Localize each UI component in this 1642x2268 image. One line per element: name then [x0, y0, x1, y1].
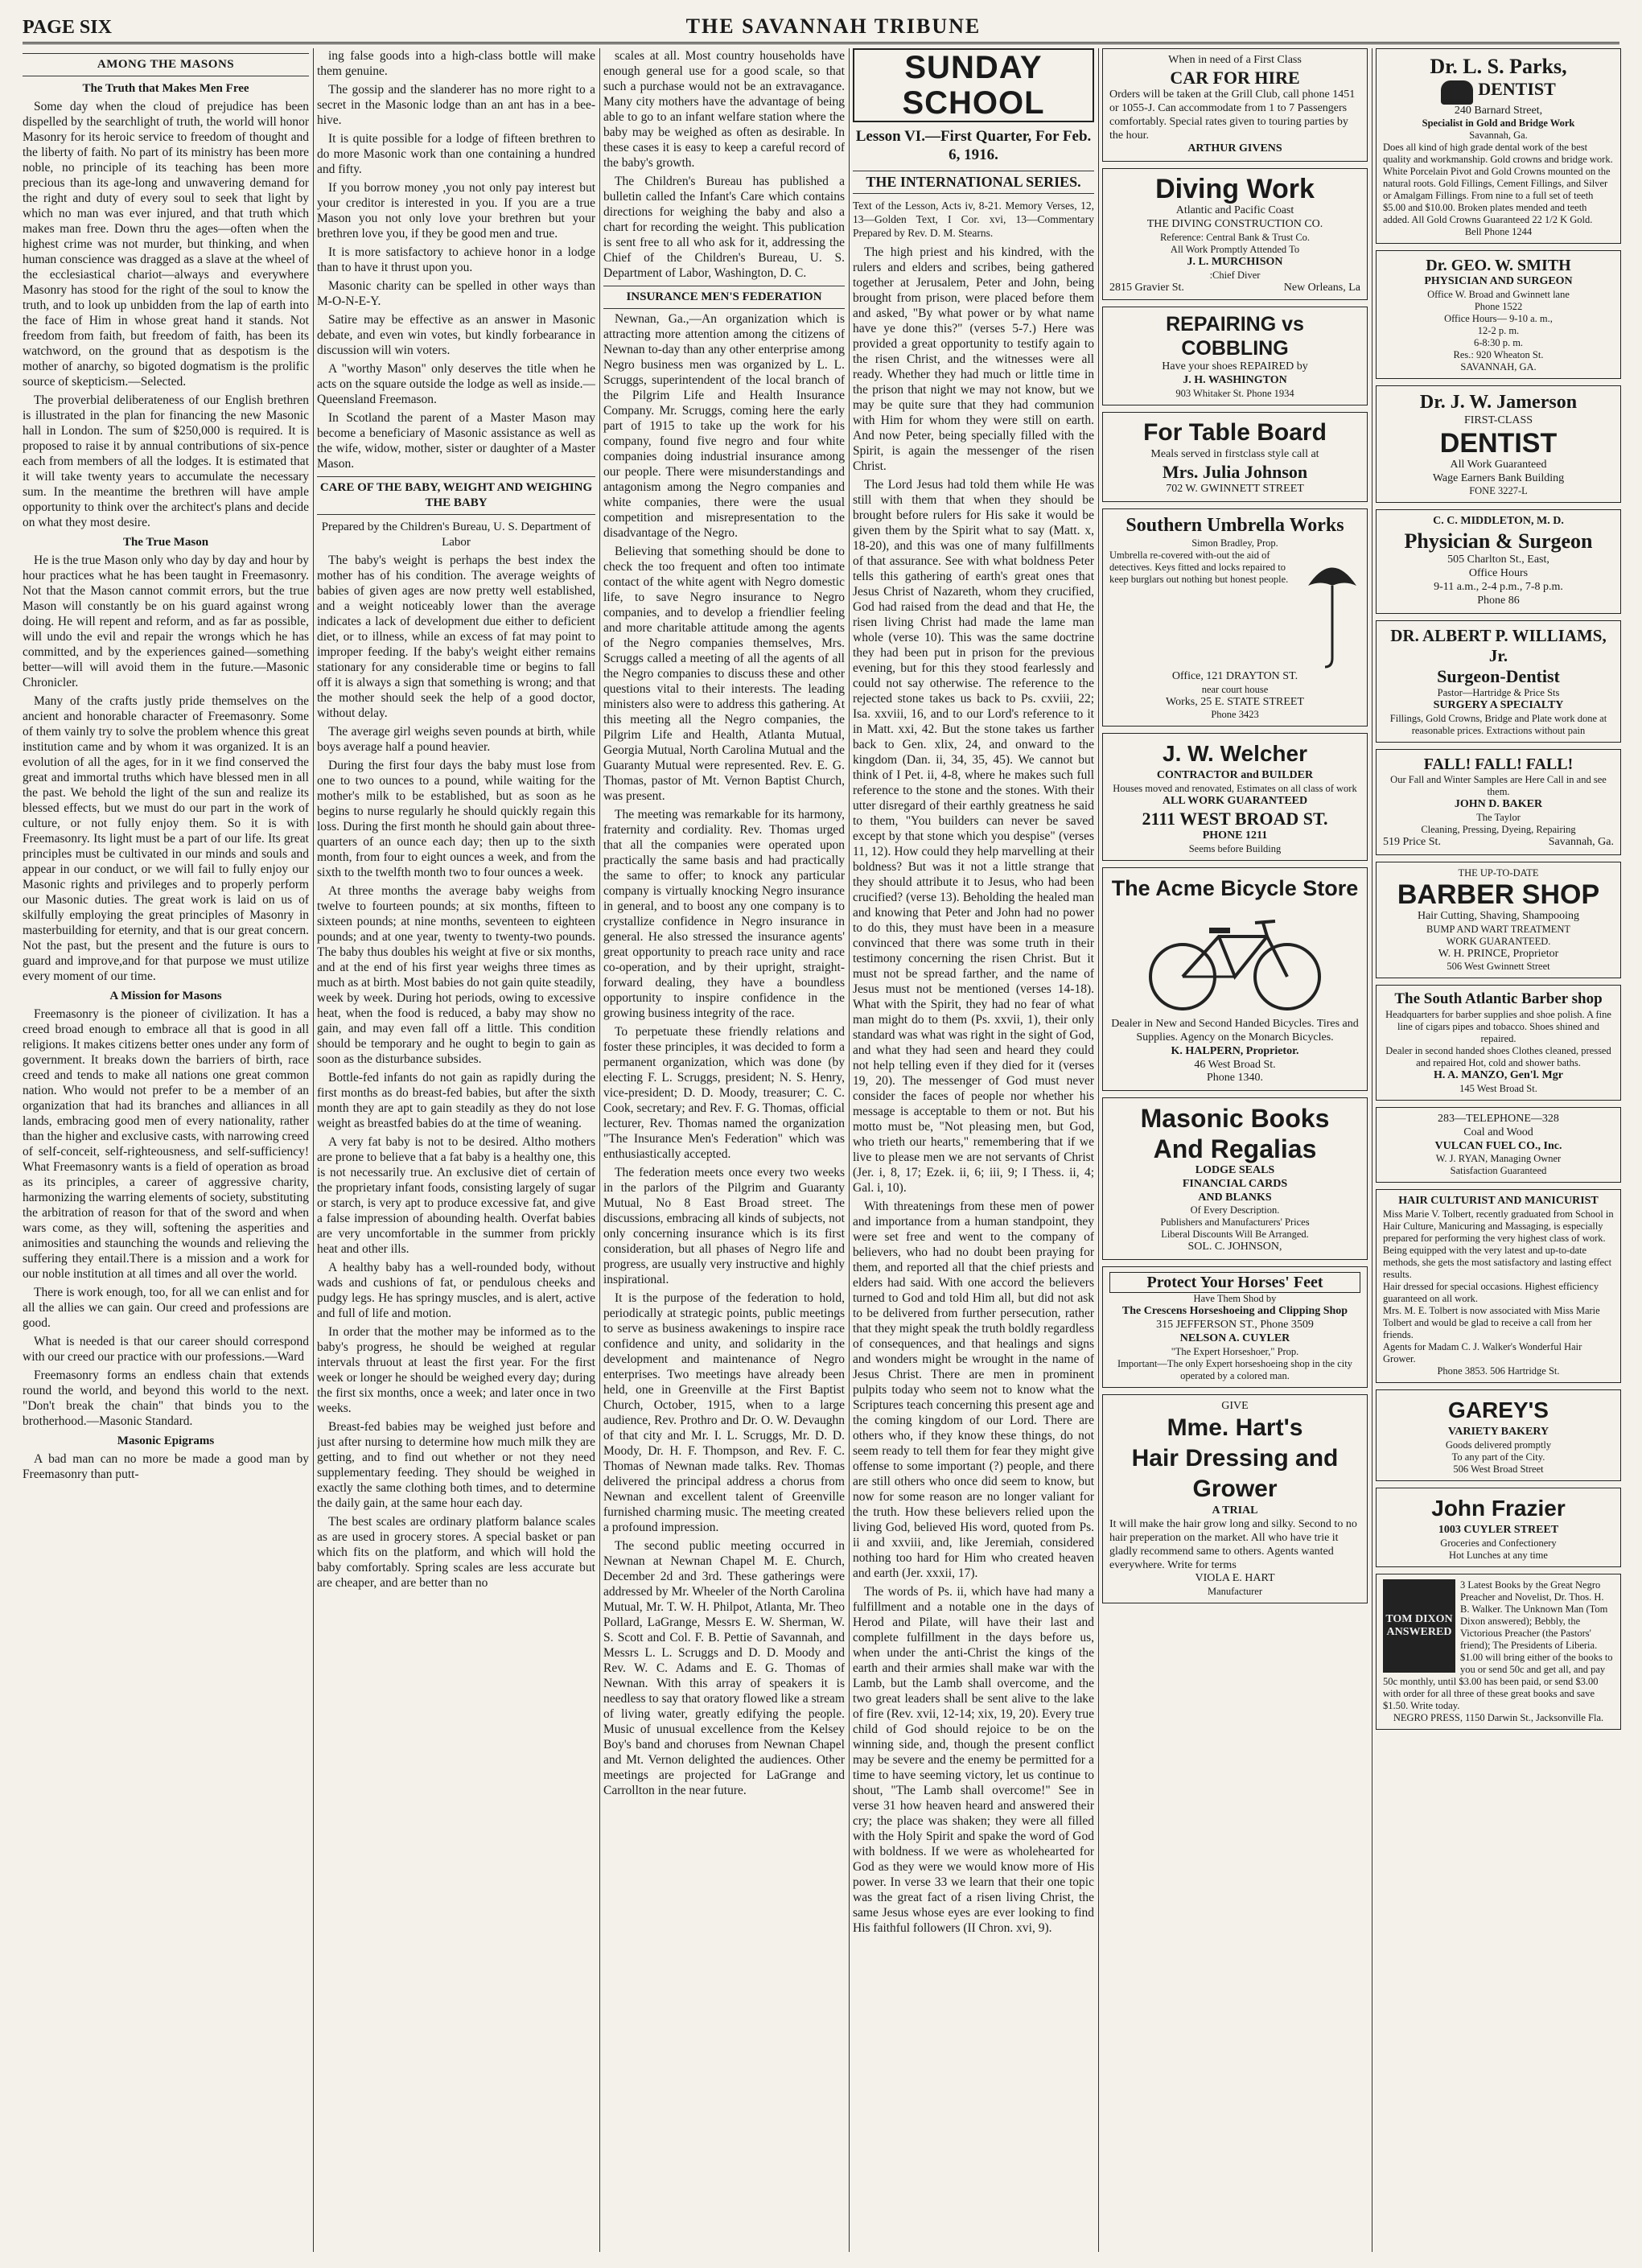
- ad-headline: The Acme Bicycle Store: [1111, 876, 1359, 901]
- ad-line: All Work Promptly Attended To: [1170, 243, 1300, 255]
- ad-name: NELSON A. CUYLER: [1179, 1332, 1290, 1344]
- article-title: INSURANCE MEN'S FEDERATION: [603, 286, 845, 309]
- ad-line: Publishers and Manufacturers' Prices: [1160, 1216, 1310, 1229]
- paragraph: ing false goods into a high-class bottle will make them genuine.: [317, 49, 595, 78]
- ad-address: NEGRO PRESS, 1150 Darwin St., Jacksonville Fla.: [1393, 1711, 1604, 1723]
- lesson-line: Lesson VI.—First Quarter, For Feb. 6, 1916.: [855, 128, 1092, 163]
- ad-umbrella-works: [1102, 508, 1368, 727]
- ad-line: FINANCIAL CARDS: [1182, 1177, 1288, 1190]
- paragraph: What is needed is that our career should correspond with our creed our practice with our professions.—Ward: [23, 1335, 309, 1364]
- ad-line: LODGE SEALS: [1195, 1164, 1275, 1177]
- ad-name: JOHN D. BAKER: [1454, 798, 1543, 811]
- ad-line: PHYSICIAN AND SURGEON: [1424, 275, 1573, 288]
- ad-city: SAVANNAH, GA.: [1460, 361, 1537, 373]
- ad-text: Agents for Madam C. J. Walker's Wonderful Hair Grower.: [1383, 1341, 1582, 1365]
- paragraph: The high priest and his kindred, with the rulers and elders and scribes, being gathered together at Jerusalem, Peter and John, being brought from prison, were placed before them and asked, "By what power or by what name have ye done this?" (verses 5-7.) Here was provided a great opportunity to testify again to the risen Christ, and the witnesses were all ready. Whether they had much or little time in the prison that night we may not know, but we may be quite sure that they had communion with Him for whom they were still on earth. And now Peter, being specially filled with the Spirit, is again the messenger of the risen Christ.: [853, 245, 1094, 473]
- bicycle-icon: [1138, 908, 1331, 1013]
- ad-text: Dealer in New and Second Handed Bicycles. Tires and Supplies. Agency on the Monarch Bicycles.: [1111, 1018, 1359, 1043]
- paragraph: A "worthy Mason" only deserves the title when he acts on the square outside the lodge as well as inside.—Queensland Freemason.: [317, 362, 595, 406]
- column-insurance: [603, 48, 845, 2252]
- ad-line: CONTRACTOR and BUILDER: [1156, 769, 1314, 782]
- paragraph: The best scales are ordinary platform balance scales as are used in grocery stores. A special basket or pan which fits on the platform, and which will hold the baby comfortably. Spring scales are less accurate but are cheaper, and are better than no: [317, 1515, 595, 1590]
- ad-phone: Phone 1522: [1474, 301, 1523, 313]
- ad-headline: VULCAN FUEL CO., Inc.: [1434, 1139, 1562, 1152]
- ad-address: 2815 Gravier St.: [1109, 281, 1184, 294]
- ad-line: Reference: Central Bank & Trust Co.: [1159, 231, 1311, 243]
- ad-dr-williams: [1376, 620, 1621, 743]
- ad-line: DENTIST: [1478, 79, 1556, 100]
- ad-line: FIRST-CLASS: [1463, 414, 1533, 427]
- ad-name: K. HALPERN, Proprietor.: [1171, 1044, 1299, 1057]
- ad-text: Fillings, Gold Crowns, Bridge and Plate work done at reasonable prices. Extractions without pain: [1389, 713, 1607, 737]
- ad-name: W. J. RYAN, Managing Owner: [1435, 1153, 1562, 1165]
- ad-line: Goods delivered promptly: [1445, 1439, 1552, 1451]
- ad-city: New Orleans, La: [1283, 281, 1360, 294]
- ad-name: Mrs. Julia Johnson: [1162, 461, 1308, 482]
- paragraph: The words of Ps. ii, which have had many a fulfillment and a notable one in the days of Herod and Pilate, will have their last and complete fulfillment in the days before us, when under the anti-Christ the kings of the earth and their armies shall make war with the Lamb, but the Lamb shall overcome, and the two great leaders shall be sent alive to the lake of fire (Rev. xvii, 12-14; xix, 19, 20). Every true child of God should rejoice to be on the winning side, and, though the present conflict may be severe and the enemy be permitted for a time to have seeming victory, let us continue to shout, "The Lamb shall overcome!" See in verse 31 how heaven heard and answered their cry; the place was shaken; they were all filled with the Holy Spirit and spake the word of God with boldness. If we were as wholehearted for God as they were we would know more of His power. In verse 33 we learn that their one topic was the great fact of a risen living Christ, the same Jesus whose eyes are ever looking to find His faithful followers (II Chron. xvi, 9).: [853, 1585, 1094, 1935]
- paragraph: A bad man can no more be made a good man by Freemasonry than putt-: [23, 1452, 309, 1481]
- ad-hours: 12-2 p. m.: [1477, 325, 1520, 337]
- paper-name: THE SAVANNAH TRIBUNE: [685, 14, 981, 38]
- paragraph: Breast-fed babies may be weighed just before and just after nursing to determine how much milk they are getting, and to find out whether or not they need supplementary feeding. They should be weighed in exactly the same clothing both times, and to determine the daily gain, at the same hour each day.: [317, 1420, 595, 1510]
- lesson-reference: Text of the Lesson, Acts iv, 8-21. Memory Verses, 12, 13—Golden Text, I Cor. xvi, 13—Commentary Prepared by Rev. D. M. Stearns.: [853, 200, 1094, 239]
- paragraph: The federation meets once every two weeks in the parlors of the Pilgrim and Guaranty Mutual, No 8 East Broad street. The discussions, embracing all kinds of subjects, not only concerning insurance which is its first consideration, but all phases of Negro life and progress, are usually very instructive and highly inspirational.: [603, 1166, 845, 1286]
- paragraph: scales at all. Most country households have enough general use for a good scale, so that such a purchase would not be an extravagance. Many city mothers have the advantage of being able to go to an infant welfare station where the baby may be weighed as often as desirable. In these cases it is easy to keep a careful record of the baby's growth.: [603, 49, 845, 170]
- paragraph: At three months the average baby weighs from twelve to fourteen pounds; at six months, fifteen to sixteen pounds; at nine months, seventeen to eighteen pounds; and at one year, twenty to twenty-two pounds. The baby thus doubles his weight at five or six months, and at the end of his first year weighs three times as much as at birth. Most babies do not gain quite steadily, week by week. During hot periods, owing to excessive heat, when the food is reduced, a baby may show no gain, and may even fall off a little. This condition should be temporary and he ought to begin to gain as soon as the disturbance subsides.: [317, 884, 595, 1066]
- ad-address: 505 Charlton St., East,: [1447, 554, 1549, 566]
- ad-name: W. H. PRINCE, Proprietor: [1438, 947, 1559, 960]
- ad-line: A TRIAL: [1212, 1504, 1258, 1517]
- column-sunday-school: [853, 48, 1094, 2252]
- paragraph: Some day when the cloud of prejudice has been dispelled by the searchlight of truth, the world will honor Masonry for its heroic service to freedom of thought and the liberty of faith. No part of its ministry has been more noble, no principle of its teaching has been more precious than its age-long and unwavering demand for the right and duty of every soul to seek that light by which no man was ever injured, and that truth which makes man free. Down thru the ages—often when the highest crime was not murder, but thinking, and when human conscience was dragged as a slave at the wheel of the ecclesiastical chariot—always and everywhere Masonry has stood for the right of the soul to know the truth, and to look up unbidden from the lap of earth into the face of Him in whose great hand it stands. Not freedom from faith, but freedom of faith, has been its watchword, on the ground that as despotism is the mother of anarchy, so bigoted dogmatism is the prolific source of skepticism.—Selected.: [23, 100, 309, 389]
- ad-line: SURGERY A SPECIALTY: [1433, 699, 1564, 712]
- ad-phone: Phone 3423: [1211, 709, 1259, 721]
- ad-address: 46 West Broad St.: [1194, 1058, 1276, 1071]
- paragraph: The average girl weighs seven pounds at birth, while boys average half a pound heavier.: [317, 725, 595, 754]
- ad-hours: 9-11 a.m., 2-4 p.m., 7-8 p.m.: [1434, 580, 1563, 593]
- ad-address: Office, 121 DRAYTON ST.: [1171, 669, 1298, 682]
- ad-line: Satisfaction Guaranteed: [1450, 1165, 1547, 1177]
- ad-text: Umbrella re-covered with-out the aid of detectives. Keys fitted and locks repaired to keep burglars out nothing but honest people.: [1109, 549, 1289, 585]
- ad-line: When in need of a First Class: [1168, 54, 1302, 66]
- paragraph: Freemasonry forms an endless chain that extends round the world, and beyond this world to the next. "Don't break the chain" that binds you to the brotherhood.—Masonic Standard.: [23, 1369, 309, 1428]
- ad-address: Works, 25 E. STATE STREET: [1166, 695, 1304, 708]
- ad-text: Orders will be taken at the Grill Club, call phone 1451 or 1055-J. Can accommodate from 1 to 7 Passengers comfortably. Special rates given to touring parties by the hour.: [1109, 88, 1356, 142]
- ad-phone: FONE 3227-L: [1469, 485, 1528, 497]
- ad-headline: For Table Board: [1143, 418, 1327, 446]
- ad-name: C. C. MIDDLETON, M. D.: [1433, 515, 1564, 528]
- ad-line: Cleaning, Pressing, Dyeing, Repairing: [1421, 823, 1576, 835]
- ad-headline: Dr. GEO. W. SMITH: [1426, 257, 1571, 275]
- paragraph: The gossip and the slanderer has no more right to a secret in the Masonic lodge than an ant has in a bee-hive.: [317, 83, 595, 127]
- ad-hair-culturist: [1376, 1189, 1621, 1383]
- ad-name: ARTHUR GIVENS: [1187, 142, 1282, 155]
- ad-line: All Work Guaranteed: [1450, 458, 1547, 471]
- ad-headline: DR. ALBERT P. WILLIAMS, Jr.: [1390, 625, 1607, 665]
- ad-city: Savannah, Ga.: [1548, 835, 1614, 848]
- paragraph: Many of the crafts justly pride themselves on the ancient and honorable character of Freemasonry. Some of them vainly try to solve the problem whence this great institution came and by whom it was organized. It is an evolution of all the ages, for in it we find conserved the great and immortal truths which have blessed men in all the past. We behold the light of the sun and realize its blessed effects, but we must do our part in the work of culture, or not fully enjoy them. So it is with Freemasonry. Its light must be a part of our life. Its great principles must be cultivated in our minds and souls and appear in our conduct, or we will fail to fully enjoy our Masonic rights and privileges and to properly perform our Masonic duties. The great work is laid on us of skilfully employing the great principles of Masonry in masterbuilding for eternity, and that is our great concern. Not the past, but the present and the future is ours to guard and improve,and for that purpose we must utilize every moment of our time.: [23, 694, 309, 983]
- ad-dr-smith: [1376, 250, 1621, 379]
- ad-text: It will make the hair grow long and silky. Second to no hair preperation on the market. All who have trie it gladly recommend same to others. Agents wanted everywhere. Write for terms: [1109, 1518, 1357, 1571]
- ad-headline: FALL! FALL! FALL!: [1423, 755, 1574, 774]
- ad-address: 702 W. GWINNETT STREET: [1166, 483, 1304, 496]
- paragraph: Satire may be effective as an answer in Masonic debate, and even win votes, but kindly forbearance in discussion will win voters.: [317, 313, 595, 357]
- ad-headline: BARBER SHOP: [1397, 879, 1600, 910]
- ad-line: Houses moved and renovated, Estimates on all class of work: [1113, 783, 1357, 795]
- ad-line: The Taylor: [1476, 811, 1521, 823]
- ad-welcher: [1102, 733, 1368, 861]
- paragraph: A very fat baby is not to be desired. Altho mothers are prone to believe that a fat baby is a healthy one, this is not necessarily true. An exclusive diet of certain of the proprietary infant foods, consisting largely of sugar or starch, is very apt to produce excessive fat, and give a false impression of abounding health. Overfat babies are very uncomfortable in the summer from prickly heat and other ills.: [317, 1135, 595, 1256]
- ad-line: Office Hours: [1468, 567, 1529, 580]
- ad-headline: John Frazier: [1431, 1495, 1566, 1521]
- ad-line: Have Them Shod by: [1193, 1293, 1277, 1305]
- ad-name: SOL. C. JOHNSON,: [1187, 1241, 1282, 1253]
- ad-line: AND BLANKS: [1198, 1191, 1272, 1204]
- ad-address: 506 West Gwinnett Street: [1447, 961, 1550, 973]
- paragraph: The Lord Jesus had told them while He was still with them that when they should be brought before rulers for His sake it would be given them by the Spirit what to say (Matt. x, 18-20), and this was one of many fulfillments of that assurance. See with what boldness Peter tells this gathering of earth's great ones that Jesus Christ of Nazareth, whom they crucified, God had raised from the dead and that He, the risen living Christ had made the lame man whole (verse 10). This was the same doctrine they had been put in prison for the previous evening, but for this they stood fearlessly and could not say otherwise. The reference to the rejected stone takes us back to Ps. cxviii, 22; Isa. xxviii, 16, and to our Lord's reference to it in Matt. xxi, 42. But the stone takes us farther back to Gen. xlix, 24, and onward to the kingdom (Dan. ii, 34, 35, 45). We cannot but think of I Pet. ii, 4-8, where he makes such full reference to the stone and the stones. With their utter disregard of their earthly greatness he said to them, "You builders can never be saved except by that stone which you despise" (verses 11, 12). How could they help marvelling at their boldness? But was it not a little strange that they should attribute it to Jesus, who had been crucified? (verse 13). Beholding the healed man and knowing that Peter and John had no power to do this, they must have been in a measure convinced that there was some truth in their testimony concerning the risen Christ. But it must not be spread farther, and the name of Jesus must not be mentioned (verses 14-18). What with the Spirit, they had no fear of what man might do to them (Ps. xxvii, 1), their only standard was what was right in the sight of God, and what they had seen and heard they could not help telling even if they died for it (verses 19, 20). The messenger of God must never consider the faces of people nor whether his message is acceptable to them or not. But his motto must be, "Not pleasing men, but God, who trieth our hearts," remembering that if we live to please men we are not servants of Christ (Jer. i, 8, 17; Ezek. ii, 6; iii, 9; I Thess. ii, 4; Gal. i, 10).: [853, 478, 1094, 1195]
- ad-text: 3 Latest Books by the Great Negro Preacher and Novelist, Dr. Thos. H. B. Walker. The Unknown Man (Tom Dixon answered); Bebbly, the Victorious Preacher (the Pastors' friend); The Presidents of Liberia. $1.00 will bring either of the books to you or send 50c and get all, and pay 50c monthly, until $3.00 has been paid, or send $3.00 with order for all three of these great books and save $1.50. Write today.: [1383, 1579, 1613, 1711]
- ad-phone: Phone 3853. 506 Hartridge St.: [1437, 1365, 1560, 1377]
- paragraph: There is work enough, too, for all we can enlist and for all the allies we can gain. Our creed and professions are good.: [23, 1286, 309, 1330]
- tooth-icon: [1441, 80, 1473, 105]
- ad-line: Liberal Discounts Will Be Arranged.: [1161, 1229, 1309, 1241]
- ad-gareys-bakery: [1376, 1389, 1621, 1481]
- ad-john-baker: [1376, 749, 1621, 855]
- article-title: The True Mason: [122, 536, 209, 549]
- ad-headline: J. W. Welcher: [1163, 741, 1307, 767]
- ad-line: THE UP-TO-DATE: [1458, 866, 1539, 879]
- ad-headline: Dr. L. S. Parks,: [1430, 55, 1567, 78]
- paragraph: Masonic charity can be spelled in other ways than M-O-N-E-Y.: [317, 279, 595, 308]
- ad-name: VIOLA E. HART: [1195, 1572, 1275, 1585]
- ad-line: Hair Cutting, Shaving, Shampooing: [1417, 909, 1580, 922]
- book-cover: TOM DIXON ANSWERED: [1383, 1579, 1455, 1673]
- ad-masonic-books: [1102, 1097, 1368, 1260]
- ad-address: 145 West Broad St.: [1459, 1082, 1537, 1094]
- ad-headline: Diving Work: [1155, 174, 1315, 205]
- ad-diving-work: [1102, 168, 1368, 300]
- ad-phone: Bell Phone 1244: [1464, 226, 1533, 238]
- paragraph: The baby's weight is perhaps the best index the mother has of his condition. The average weights of babies of given ages are now pretty well established, and a weight noticeably lower than the average indicates a lack of development due either to deficient diet, or to illness, while an excess of fat may point to improper feeding. If the baby's weight either remains stationary for any considerable time or begins to fall off it is always a sign that something is wrong; and that the mother should seek the help of a good doctor, without delay.: [317, 554, 595, 720]
- ad-line: Hot Lunches at any time: [1449, 1549, 1548, 1561]
- ad-phone: PHONE 1211: [1202, 829, 1268, 842]
- ad-address: 903 Whitaker St. Phone 1934: [1175, 387, 1294, 399]
- paragraph: If you borrow money ,you not only pay interest but your creditor is interested in you. If you are a true Mason you not only love your brethren but your brethren love you, if they be good men and true.: [317, 181, 595, 241]
- ad-vulcan-fuel: [1376, 1107, 1621, 1183]
- ad-dr-jamerson: [1376, 385, 1621, 503]
- paragraph: He is the true Mason only who day by day and hour by hour practices what he has been taught in Freemasonry. Not that the Mason cannot commit errors, but the true Mason will constantly be on his guard against wrong doing. He will repent and reform, and as far as possible, will undo the evil and repair the wrongs which he has committed, and by the experiences gained—something better—will will avoid them in the future.—Masonic Chronicler.: [23, 554, 309, 689]
- ad-line: near court house: [1201, 683, 1269, 695]
- paragraph: A healthy baby has a well-rounded body, without wads and cushions of fat, or pendulous cheeks and pudgy legs. He has springy muscles, and is alert, active and full of life and motion.: [317, 1261, 595, 1320]
- ad-headline: GAREY'S: [1448, 1397, 1549, 1423]
- ad-line: Surgeon-Dentist: [1437, 665, 1560, 686]
- ad-john-frazier: [1376, 1488, 1621, 1567]
- ad-headline: Protect Your Horses' Feet: [1109, 1272, 1360, 1293]
- ad-acme-bicycle: [1102, 867, 1368, 1091]
- ad-mme-hart: [1102, 1394, 1368, 1604]
- ad-name: H. A. MANZO, Gen'l. Mgr: [1434, 1069, 1563, 1082]
- ad-text: Does all kind of high grade dental work of the best quality and workmanship. Gold crowns and bridge work. White Porcelain Pivot and Gold Crowns mounted on the natural roots. Gold Fillings, Cement Fillings, and Silver or Amalgam Fillings. From nine to a full set of teeth $5.00 and $10.00. Broken plates mended and teeth added. All Gold Crowns Guaranteed 22 1/2 K Gold.: [1383, 142, 1613, 226]
- paragraph: It is the purpose of the federation to hold, periodically at strategic points, public meetings to serve as business awakenings to inspire race confidence and unity, and solidarity in the development and maintenance of Negro enterprises. Two meetings have already been held, one in Greenville at the First Baptist Church, October, 1915, when to a large audience, Rev. Prothro and Dr. O. W. Devaughn of that city and Mr. I. L. Scruggs, Mr. D. D. Moody, Dr. H. F. Thompson, and Rev. F. C. Thomas of Newnan made talks. Rev. Thomas delivered the principal address a chorus from Newnan and excellent talent of Greenville furnished charming music. The meeting created a profound impression.: [603, 1291, 845, 1534]
- ad-city: Savannah, Ga.: [1469, 130, 1528, 142]
- ad-address: 315 JEFFERSON ST., Phone 3509: [1156, 1319, 1314, 1332]
- ad-text: Important—The only Expert horseshoeing shop in the city operated by a colored man.: [1117, 1357, 1352, 1381]
- ad-repairing: [1102, 307, 1368, 405]
- series-line: THE INTERNATIONAL SERIES.: [853, 171, 1094, 194]
- paragraph: In order that the mother may be informed as to the baby's progress, he should be weighed at regular intervals thruout at least the first year. For the first week or longer he should be weighed every day; during the first six months, once a week; and later once in two weeks.: [317, 1325, 595, 1415]
- ad-headline: And Regalias: [1153, 1134, 1317, 1164]
- paragraph: It is more satisfactory to achieve honor in a lodge than to have it thrust upon you.: [317, 245, 595, 274]
- ad-line: Manufacturer: [1207, 1586, 1263, 1598]
- ad-line: VARIETY BAKERY: [1447, 1426, 1549, 1439]
- column-baby: [317, 48, 595, 2252]
- ad-negro-press-books: [1376, 1574, 1621, 1730]
- ad-line: Atlantic and Pacific Coast: [1175, 204, 1294, 217]
- ad-line: :Chief Diver: [1209, 269, 1261, 281]
- ad-text: Miss Marie V. Tolbert, recently graduated from School in Hair Culture, Manicuring and Massaging, is especially prepared for performing the very highest class of work. Being equipped with the very latest and up-to-date methods, she gets the most satisfactory and lasting effect results.: [1383, 1208, 1614, 1281]
- ad-line: Pastor—Hartridge & Price Sts: [1437, 687, 1560, 699]
- ad-headline: Southern Umbrella Works: [1126, 514, 1344, 536]
- paragraph: Newnan, Ga.,—An organization which is attracting more attention among the citizens of Newnan to-day than any other enterprise among Negro business men was organized by L. L. Scruggs, superintendent of the local branch of the Pilgrim Life and Health Insurance Company. Mr. Scruggs, coming here the early part of 1915 to take up the work for his company, found five negro and four white companies doing industrial insurance among our people. There were misunderstandings and antagonism among the Negro companies and white companies, there were the usual competition and misrepresentation to the disadvantage of the Negro.: [603, 312, 845, 540]
- paragraph: To perpetuate these friendly relations and foster these principles, it was decided to form a permanent organization, which was done (by electing F. L. Scruggs, president; N. S. Henry, vice-president; D. D. Moody, treasurer; C. C. Cook, secretary; and Rev. F. G. Thomas, official lecturer, Rev. Thomas named the organization "The Insurance Men's Federation" which was enthusiastically accepted.: [603, 1025, 845, 1161]
- ad-headline: CAR FOR HIRE: [1170, 67, 1300, 88]
- ad-headline: DENTIST: [1439, 427, 1558, 459]
- paragraph: The proverbial deliberateness of our English brethren is illustrated in the plan for financing the new Masonic hall in London. The sum of $250,000 is required. It is proposed to raise it by annual contributions of six-pence each from members of all the lodges. It is estimated that it will take twenty years to accumulate the necessary sum. In the meantime the brethren will have ample opportunity to think over the architect's plans and decide on what they most desire.: [23, 393, 309, 529]
- ad-headline: Dr. J. W. Jamerson: [1419, 392, 1578, 414]
- ad-line: "The Expert Horseshoer," Prop.: [1171, 1345, 1299, 1357]
- ad-name: J. H. WASHINGTON: [1183, 374, 1287, 387]
- ad-line: WORK GUARANTEED.: [1446, 935, 1551, 947]
- masthead: [23, 11, 1619, 44]
- ad-line: THE DIVING CONSTRUCTION CO.: [1146, 217, 1323, 230]
- ad-line: Have your shoes REPAIRED by: [1162, 360, 1308, 373]
- article-title: The Truth that Makes Men Free: [82, 82, 249, 95]
- umbrella-icon: [1304, 550, 1360, 670]
- ad-headline: Grower: [1192, 1476, 1278, 1503]
- ad-address: Office W. Broad and Gwinnett lane: [1427, 289, 1570, 301]
- paragraph: The meeting was remarkable for its harmony, fraternity and cordiality. Rev. Thomas urged that all the companies were operated upon practically the same basis and had practically the same to offer; to knock any particular company is virtually knocking Negro insurance in general, and to boost any one company is to crystallize confidence in Negro insurance in general. He also stressed the insurance agents' great opportunity to preach race unity and race co-operation, and by their upright, straight-forward dealing, they have a boundless opportunity to inspire confidence in the growing business integrity of the race.: [603, 808, 845, 1020]
- ad-text: Mrs. M. E. Tolbert is now associated with Miss Marie Tolbert and would be glad to receive a call from her friends.: [1383, 1305, 1600, 1341]
- ad-address: 240 Barnard Street,: [1454, 104, 1543, 117]
- paragraph: It is quite possible for a lodge of fifteen brethren to do more Masonic work than one containing a hundred and fifty.: [317, 132, 595, 176]
- ad-line: The Crescens Horseshoeing and Clipping Shop: [1121, 1305, 1348, 1318]
- ad-hours: 6-8:30 p. m.: [1473, 337, 1524, 349]
- column-masons: [23, 48, 309, 2252]
- ad-address: 1003 CUYLER STREET: [1438, 1523, 1559, 1536]
- ad-text: Dealer in second handed shoes Clothes cleaned, pressed and repaired Hot, cold and shower baths.: [1385, 1045, 1611, 1069]
- article-title: CARE OF THE BABY, WEIGHT AND WEIGHING THE BABY: [317, 476, 595, 515]
- paragraph: Bottle-fed infants do not gain as rapidly during the first months as do breast-fed babies, but after the sixth month they are apt to gain steadily as they do not lose weight as breastfed babies do at the time of weaning.: [317, 1071, 595, 1130]
- sunday-school-title: SUNDAY SCHOOL: [853, 48, 1094, 122]
- ad-line: ALL WORK GUARANTEED: [1162, 795, 1308, 808]
- ad-dr-middleton: [1376, 509, 1621, 613]
- ad-horseshoe: [1102, 1266, 1368, 1387]
- ad-name: J. L. MURCHISON: [1187, 255, 1283, 268]
- ad-barber-shop: [1376, 862, 1621, 979]
- ad-headline: Hair Dressing and: [1131, 1445, 1339, 1472]
- ad-headline: Masonic Books: [1140, 1104, 1330, 1134]
- column-ads-2: [1376, 48, 1621, 2252]
- ad-line: Specialist in Gold and Bridge Work: [1422, 117, 1575, 130]
- section-heading: AMONG THE MASONS: [23, 53, 309, 76]
- ad-headline: The South Atlantic Barber shop: [1394, 990, 1603, 1008]
- column-ads-1: [1102, 48, 1368, 2252]
- page-label: PAGE SIX: [23, 17, 112, 38]
- ad-address: 506 West Broad Street: [1453, 1463, 1544, 1475]
- ad-address: Wage Earners Bank Building: [1432, 471, 1565, 484]
- ad-line: Coal and Wood: [1463, 1126, 1533, 1138]
- ad-address: 2111 WEST BROAD ST.: [1142, 808, 1328, 829]
- article-title: Masonic Epigrams: [117, 1434, 215, 1447]
- ad-text: Headquarters for barber supplies and shoe polish. A fine line of cigars pipes and tobacco. Shoes shined and repaired.: [1385, 1009, 1611, 1045]
- ad-headline: HAIR CULTURIST AND MANICURIST: [1398, 1195, 1599, 1208]
- ad-headline: REPAIRING vs COBBLING: [1166, 313, 1304, 360]
- paragraph: The second public meeting occurred in Newnan at Newnan Chapel M. E. Church, December 2d and 3rd. These gatherings were addressed by Mr. Wheeler of the North Carolina Mutual, Mr. T. W. H. Philpot, Atlanta, Mr. Theo Pollard, LaGrange, Messrs E. W. Sherman, W. S. Scott and Col. F. B. Pettie of Savannah, and Messrs L. L. Scruggs and D. D. Moody and Rev. W. C. Adams and E. G. Thomas of Newnan. With this array of speakers it is needless to say that oratory flowed like a stream of living water, greatly edifying the people. Music of unusual excellence from the Kelsey Boy's band and choruses from Newnan Chapel and Mt. Vernon delighted the audiences. Other meetings are projected for LaGrange and Carrollton in the near future.: [603, 1539, 845, 1797]
- ad-hours: Office Hours— 9-10 a. m.,: [1444, 313, 1553, 325]
- ad-phone: Phone 1340.: [1207, 1072, 1263, 1085]
- ad-text: Our Fall and Winter Samples are Here Call in and see them.: [1390, 774, 1607, 798]
- paragraph: In Scotland the parent of a Master Mason may become a beneficiary of Masonic assistance as well as the wife, widow, mother, sister or daughter of a Master Mason.: [317, 411, 595, 471]
- article-title: A Mission for Masons: [109, 990, 222, 1002]
- ad-headline: Mme. Hart's: [1167, 1414, 1303, 1442]
- paragraph: The Children's Bureau has published a bulletin called the Infant's Care which contains directions for weighing the baby and also a chart for recording the weight. This publication is sent free to all who ask for it, addressing the Chief of the Children's Bureau, U. S. Department of Labor, Washington, D. C.: [603, 175, 845, 280]
- paragraph: With threatenings from these men of power and importance from a human standpoint, they were set free and went to the company of believers, who had no doubt been praying for them, and reported all that the chief priests and elders had said. With one accord the believers turned to God and told Him all, but did not ask to be delivered from further persecution, rather that they might speak the truth boldly regardless of consequences, and that healings and signs and wonders might be wrought in the name of Jesus Christ. There are men in prominent pulpits today who seem not to know what the Scriptures teach concerning this present age and the coming kingdom of our Lord. There are others who, if they know these things, do not seem ready to tell them for fear they might give offense to some important (?) people, and there are still others who once did seem to know, but now for some reason are no longer valiant for the truth. How these believers relied upon the living God, believed His word, quoted from Ps. ii and xxviii, and, like Jeremiah, considered nothing too hard for Him who created heaven and earth (Jer. xxxii, 17).: [853, 1200, 1094, 1580]
- paragraph: Freemasonry is the pioneer of civilization. It has a creed broad enough to embrace all that is good in all religions. It makes citizens better ones under any form of government. It breaks down the barriers of birth, race creed and tends to make all nations one great common nation. Who would not prefer to be a member of an organization that had its branches and alliances in all lands, embracing good men of every nationality, rather than the higher and exclusive casts, with narrowing creed of self-conceit, self-righteousness, and self-sufficiency! What Freemasonry wants is a field of operation as broad as its principles, a career of aggressive charity, harmonizing the warring elements of society, substituting the arbitration of reason for that of the sword and when wars come, as they will, softening the asperities and animosities and staunching the wounds and relieving the suffering they entail.There is a mission and a work for our noble institution at all times and all over the world.: [23, 1007, 309, 1281]
- ad-line: Groceries and Confectionery: [1440, 1537, 1557, 1549]
- ad-text: Hair dressed for special occasions. Highest efficiency guaranteed on all work.: [1383, 1281, 1599, 1305]
- ad-line: Meals served in firstclass style call at: [1150, 447, 1319, 460]
- ad-line: To any part of the City.: [1451, 1451, 1545, 1463]
- ad-line: Simon Bradley, Prop.: [1191, 537, 1278, 549]
- ad-line: Of Every Description.: [1190, 1204, 1280, 1216]
- ad-address: 519 Price St.: [1383, 835, 1441, 848]
- paragraph: Believing that something should be done to check the too frequent and often too intimate contact of the white agent with Negro domestic life, to save Negro insurance to Negro companies, and to develop a friendlier feeling and more charitable attitude among the agents of the Negro companies themselves, Mrs. Scruggs called a meeting of all the agents of all the Negro companies to discuss these and other questions vital to their interests. The leading ministers also were to address this gathering. At this meeting all the Negro companies, the Pilgrim Life and Health, Atlanta Mutual, Georgia Mutual, North Carolina Mutual and the Guaranty Mutual were represented. Rev. E. G. Thomas, pastor of Mt. Vernon Baptist Church, was present.: [603, 545, 845, 803]
- paragraph: During the first four days the baby must lose from one to two ounces to a pound, while waiting for the mother's milk to be established, but as soon as he begins to nurse regularly he should quickly regain this loss. During the first month he should gain about three-quarters of an ounce each day; then up to the sixth month, from four to eight ounces a week, and from the sixth to the twelfth month two to four ounces a week.: [317, 759, 595, 879]
- ad-table-board: [1102, 412, 1368, 502]
- ad-phone: 283—TELEPHONE—328: [1438, 1112, 1559, 1125]
- ad-line: GIVE: [1221, 1399, 1249, 1412]
- ad-address: Res.: 920 Wheaton St.: [1453, 349, 1544, 361]
- article-byline: Prepared by the Children's Bureau, U. S. Department of Labor: [321, 521, 591, 549]
- ad-line: Seems before Building: [1188, 843, 1282, 855]
- ad-line: BUMP AND WART TREATMENT: [1426, 923, 1571, 935]
- ad-headline: Physician & Surgeon: [1404, 529, 1593, 554]
- ad-dr-parks: [1376, 48, 1621, 244]
- ad-south-atlantic: [1376, 985, 1621, 1101]
- ad-phone: Phone 86: [1477, 594, 1520, 607]
- ad-car-for-hire: [1102, 48, 1368, 162]
